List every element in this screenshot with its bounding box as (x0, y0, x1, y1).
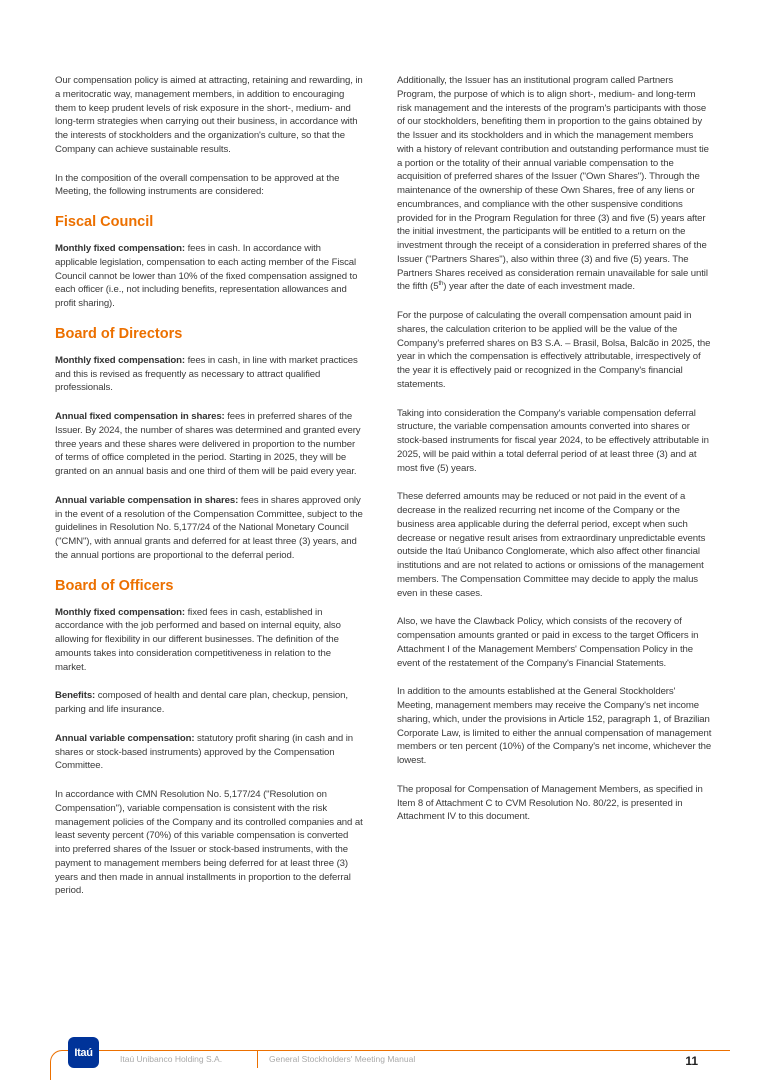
instruments-paragraph: In the composition of the overall compensation to be approved at the Meeting, the following instruments are considered: (55, 172, 340, 198)
directors-monthly-paragraph (55, 354, 363, 395)
officers-benefits-label: Benefits: (55, 690, 96, 702)
officers-benefits-text: composed of health and dental care plan, checkup, pension, parking and life insurance. (55, 690, 348, 715)
fiscal-council-monthly-paragraph (55, 242, 363, 311)
fiscal-council-monthly-text: fees in cash. In accordance with applicable legislation, compensation to each acting member of the Fiscal Council cannot be lower than 10% of the fixed compensation assigned to each officer (i.e., not including benefits, representation allowances and profit sharing). (55, 243, 358, 309)
proposal-paragraph: The proposal for Compensation of Management Members, as specified in Item 8 of Attachment C to CVM Resolution No. 80/22, is presented in Attachment IV to this document. (397, 783, 703, 823)
intro-paragraph: Our compensation policy is aimed at attracting, retaining and rewarding, in a meritocratic way, management members, in addition to encouraging them to keep prudent levels of risk exposure in the short-, medium- and long-term strategies when carrying out their business, in accordance with the interests of stockholders and the organization's culture, so that the Company can achieve sustainable results. (55, 75, 363, 155)
footer-company-name: Itaú Unibanco Holding S.A. (120, 1054, 223, 1064)
officers-monthly-text: fixed fees in cash, established in accordance with the job performed and based on internal equity, also allowing for flexibility in our different businesses. The definition of the amounts takes into consideration competitiveness in relation to the market. (55, 606, 341, 673)
officers-variable-label: Annual variable compensation: (55, 732, 195, 744)
officers-benefits-paragraph (55, 689, 363, 717)
footer-divider (257, 1050, 258, 1068)
directors-annual-fixed-label: Annual fixed compensation in shares: (55, 411, 225, 422)
directors-monthly-label: Monthly fixed compensation: (55, 354, 186, 366)
footer-manual-title: General Stockholders' Meeting Manual (269, 1054, 416, 1064)
page-number: 11 (685, 1054, 698, 1068)
itau-logo: Itaú (68, 1037, 99, 1068)
page-footer (0, 1030, 766, 1083)
malus-paragraph: These deferred amounts may be reduced or not paid in the event of a decrease in the realized recurring net income of the Company or the business area applicable during the deferral period, except when such decrease or negative result arises from extraordinary unpredictable events outside the Itaú Unibanco Conglomerate, which also affect other financial institutions and are not related to actions or omissions of the management members. The Compensation Committee may decide to apply the malus even in these cases. (397, 491, 706, 599)
calculation-paragraph: For the purpose of calculating the overall compensation amount paid in shares, the calculation criterion to be applied will be the value of the Company's preferred shares on B3 S.A. – Brasil, Bolsa, Balcão in 2025, the year in which the compensation is effectively attributable, irrespectively of the year it is effectively paid or recognized in the Company's financial statements. (397, 310, 711, 390)
profit-sharing-paragraph: In addition to the amounts established at the General Stockholders' Meeting, management members may receive the Company's net income sharing, which, under the provisions in Article 152, paragraph 1, of Brazilian Corporate Law, is limited to either the annual compensation of management members or ten percent (10%) of the Company's net income, whichever the lowest. (397, 686, 712, 766)
officers-monthly-paragraph (55, 606, 363, 675)
directors-annual-fixed-text: fees in preferred shares of the Issuer. By 2024, the number of shares was determined and granted every three years and these shares were delivered in proportion to the number of terms of office completed in the period. Starting in 2025, they will be granted on an annual basis and one third of them will be paid every year. (55, 411, 361, 477)
partners-superscript: th (438, 281, 444, 288)
officers-variable-paragraph (55, 732, 363, 773)
officers-variable-text: statutory profit sharing (in cash and in shares or stock-based instruments) approved by the Compensation Committee. (55, 732, 353, 772)
directors-annual-variable-paragraph (55, 494, 363, 563)
partners-text-a: Additionally, the Issuer has an institutional program called Partners Program, the purpose of which is to align short-, medium- and long-term risk management and the interests of the program's participants with those of our stockholders, benefiting them in proportion to the gains obtained by the Issuer and its stockholders and in which the management members with a history of relevant contribution and outstanding performance must tie a portion or the totality of their annual variable compensation to the acquisition of preferred shares of the Issuer ("Own Shares"). Through the maintenance of the ownership of these Own Shares, free of any liens or encumbrances, and compliance with the other suspensive conditions provided for in the Program Regulation for three (3) and five (5) years after the initial investment, the participants will be entitled to a return on the investment through the receipt of a consideration in preferred shares of the Issuer ("Partners Shares"), also within three (3) and five (5) years. The Partners Shares received as consideration remain unavailable for sale until the fifth (5 (397, 75, 709, 293)
left-column (55, 74, 363, 913)
right-column (397, 74, 712, 839)
deferral-paragraph: Taking into consideration the Company's variable compensation deferral structure, the variable compensation amounts converted into shares or stock-based instruments for fiscal year 2024, to be effectively attributable in 2025, will be paid within a total deferral period of at least three (3) and at most five (5) years. (397, 407, 709, 474)
directors-annual-fixed-paragraph (55, 410, 363, 479)
partners-program-paragraph (397, 74, 712, 294)
clawback-paragraph: Also, we have the Clawback Policy, which consists of the recovery of compensation amounts granted or paid in excess to the target Officers in Attachment I of the Management Members' Compensation Policy in the event of the restatement of the Company's Financial Statements. (397, 616, 699, 669)
directors-annual-variable-text: fees in shares approved only in the event of a resolution of the Compensation Committee, subject to the guidelines in Resolution No. 5,177/24 of the National Monetary Council ("CMN"), with annual grants and deferred for at least three (3) years, and the annual portions are proportional to the deferral period. (55, 494, 363, 561)
officers-monthly-label: Monthly fixed compensation: (55, 606, 186, 618)
board-of-directors-heading: Board of Directors (55, 325, 183, 342)
board-of-officers-heading: Board of Officers (55, 577, 174, 594)
cmn-resolution-paragraph: In accordance with CMN Resolution No. 5,177/24 ("Resolution on Compensation"), variable compensation is consistent with the risk management policies of the Company and its controlled companies and at least seventy percent (70%) of this variable compensation is converted into preferred shares of the Issuer or stock-based instruments, with the payment to management members being deferred for at least three (3) years and then made in annual installments in proportion to the deferral period. (55, 789, 363, 897)
directors-annual-variable-label: Annual variable compensation in shares: (55, 494, 239, 506)
fiscal-council-monthly-label: Monthly fixed compensation: (55, 243, 186, 254)
directors-monthly-text: fees in cash, in line with market practices and this is revised as frequently as necessary to attract qualified professionals. (55, 354, 358, 394)
fiscal-council-heading: Fiscal Council (55, 214, 154, 230)
partners-text-b: ) year after the date of each investment made. (443, 281, 635, 293)
